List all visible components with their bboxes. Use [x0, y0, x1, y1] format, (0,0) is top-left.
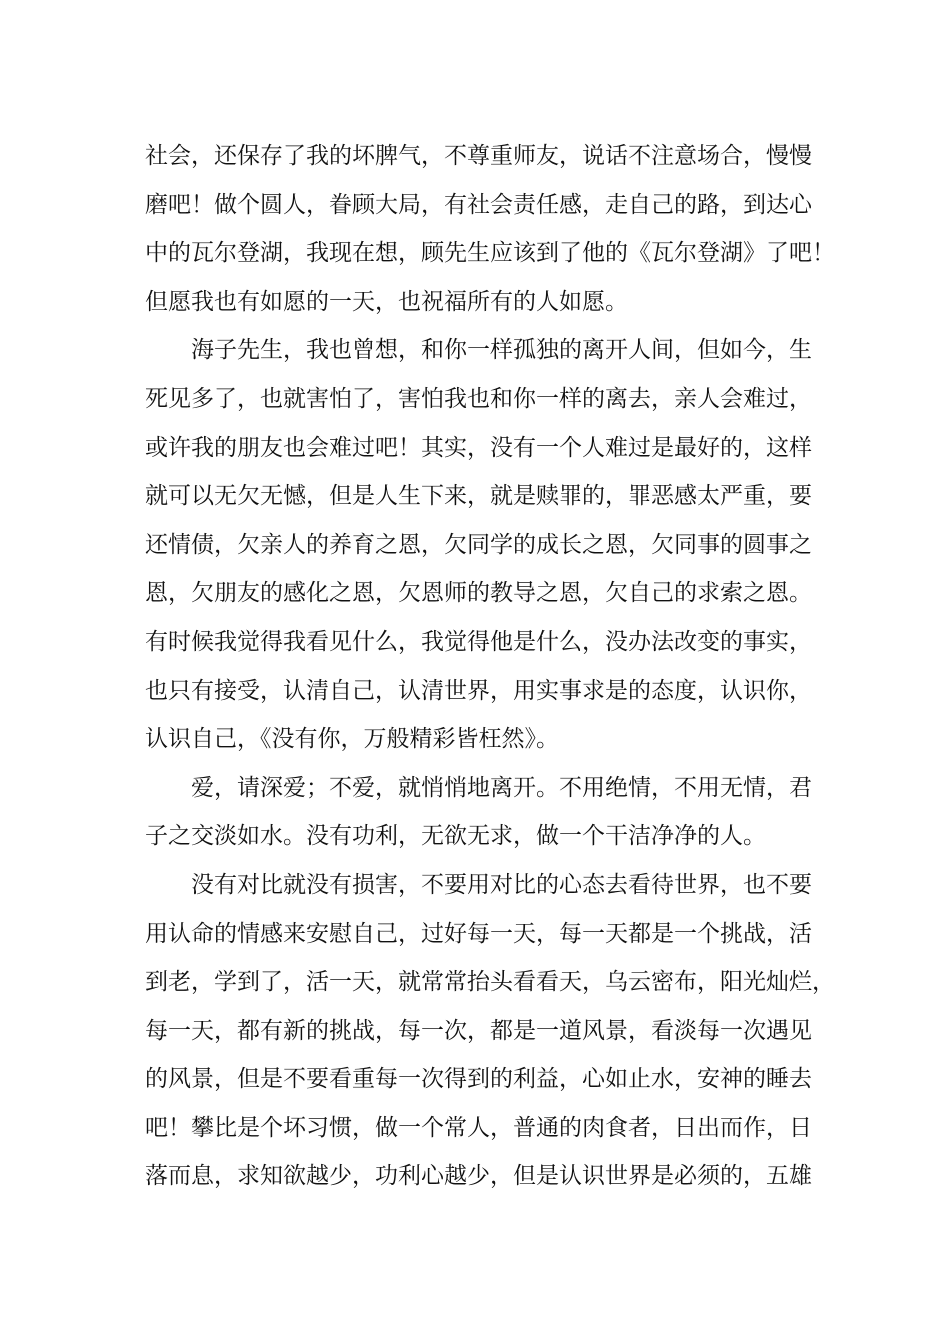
body-text	[145, 132, 845, 1201]
text-line: 中的瓦尔登湖，我现在想，顾先生应该到了他的《瓦尔登湖》了吧！	[145, 240, 835, 267]
paragraph-first-line: 爱，请深爱；不爱，就悄悄地离开。不用绝情，不用无情，君	[191, 774, 812, 801]
text-line: 有时候我觉得我看见什么，我觉得他是什么，没办法改变的事实，	[145, 628, 812, 655]
text-line: 子之交淡如水。没有功利，无欲无求，做一个干洁净净的人。	[145, 823, 766, 850]
text-line: 但愿我也有如愿的一天，也祝福所有的人如愿。	[145, 288, 628, 315]
text-line: 也只有接受，认清自己，认清世界，用实事求是的态度，认识你，	[145, 677, 812, 704]
paragraph-first-line: 没有对比就没有损害，不要用对比的心态去看待世界，也不要	[191, 871, 812, 898]
text-line: 吧！攀比是个坏习惯，做一个常人，普通的肉食者，日出而作，日	[145, 1114, 812, 1141]
text-line: 认识自己，《没有你，万般精彩皆枉然》。	[145, 726, 559, 753]
text-line: 磨吧！做个圆人，眷顾大局，有社会责任感，走自己的路，到达心	[145, 191, 812, 218]
text-line: 社会，还保存了我的坏脾气，不尊重师友，说话不注意场合，慢慢	[145, 143, 812, 169]
text-line: 或许我的朋友也会难过吧！其实，没有一个人难过是最好的，这样	[145, 434, 812, 461]
text-line: 还情债，欠亲人的养育之恩，欠同学的成长之恩，欠同事的圆事之	[145, 531, 812, 558]
text-line: 恩，欠朋友的感化之恩，欠恩师的教导之恩，欠自己的求索之恩。	[145, 580, 812, 607]
text-line: 落而息，求知欲越少，功利心越少，但是认识世界是必须的，五雄	[145, 1163, 812, 1190]
text-line: 的风景，但是不要看重每一次得到的利益，心如止水，安神的睡去	[145, 1066, 812, 1093]
text-line: 就可以无欠无憾，但是人生下来，就是赎罪的，罪恶感太严重，要	[145, 483, 812, 510]
paragraph-first-line: 海子先生，我也曾想，和你一样孤独的离开人间，但如今，生	[191, 337, 812, 364]
text-line: 到老，学到了，活一天，就常常抬头看看天，乌云密布，阳光灿烂，	[145, 969, 835, 996]
text-line: 每一天，都有新的挑战，每一次，都是一道风景，看淡每一次遇见	[145, 1017, 812, 1044]
text-line: 死见多了，也就害怕了，害怕我也和你一样的离去，亲人会难过，	[145, 385, 812, 412]
text-line: 用认命的情感来安慰自己，过好每一天，每一天都是一个挑战，活	[145, 920, 812, 947]
